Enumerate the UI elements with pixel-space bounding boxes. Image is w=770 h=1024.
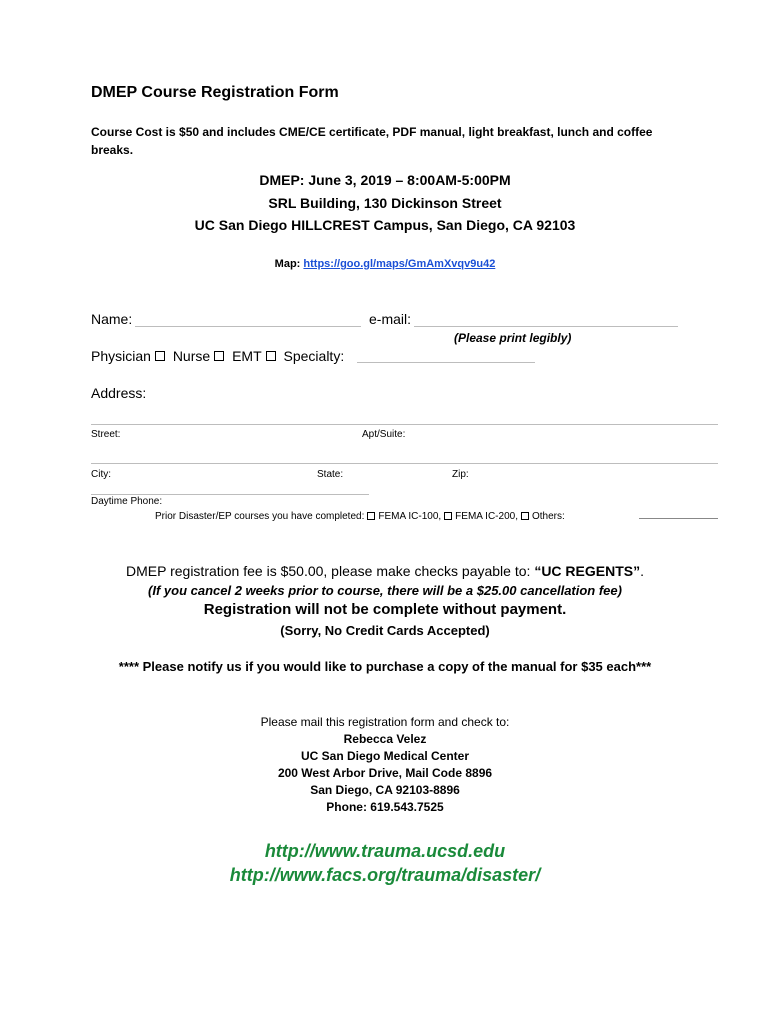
zip-label: Zip: — [452, 469, 469, 480]
course-cost-intro: Course Cost is $50 and includes CME/CE certificate, PDF manual, light breakfast, lunch and coffee breaks. — [91, 125, 653, 157]
print-legibly-note: (Please print legibly) — [454, 331, 572, 345]
emt-label: EMT — [232, 348, 262, 364]
apt-suite-label: Apt/Suite: — [362, 429, 406, 440]
cancellation-note: (If you cancel 2 weeks prior to course, there will be a $25.00 cancellation fee) — [148, 583, 622, 598]
physician-checkbox[interactable] — [155, 351, 165, 361]
page-title: DMEP Course Registration Form — [91, 84, 339, 101]
profession-row — [91, 348, 344, 364]
event-building: SRL Building, 130 Dickinson Street — [268, 195, 502, 211]
prior-courses-label: Prior Disaster/EP courses you have completed: — [155, 511, 365, 522]
map-line — [0, 258, 770, 270]
mail-city: San Diego, CA 92103-8896 — [310, 783, 460, 797]
address-label: Address: — [91, 385, 147, 401]
event-campus: UC San Diego HILLCREST Campus, San Diego, CA 92103 — [194, 217, 576, 233]
map-label: Map: — [274, 258, 301, 270]
fee-text: DMEP registration fee is $50.00, please make checks payable to: — [126, 563, 531, 579]
nurse-label: Nurse — [172, 348, 211, 364]
city-state-zip-field[interactable] — [91, 463, 718, 464]
fema-ic200-label: FEMA IC-200, — [455, 511, 518, 522]
specialty-field[interactable] — [357, 362, 535, 363]
state-label: State: — [317, 469, 344, 480]
mail-recipient: Rebecca Velez — [343, 732, 427, 746]
daytime-phone-label: Daytime Phone: — [91, 496, 163, 507]
trauma-ucsd-link[interactable]: http://www.trauma.ucsd.edu — [264, 841, 506, 861]
emt-checkbox[interactable] — [266, 351, 276, 361]
payee: “UC REGENTS” — [534, 563, 641, 579]
email-field[interactable] — [414, 326, 678, 327]
mail-phone: Phone: 619.543.7525 — [326, 800, 444, 814]
others-field[interactable] — [639, 518, 718, 519]
specialty-label: Specialty: — [283, 348, 345, 364]
fema-ic200-checkbox[interactable] — [444, 512, 452, 520]
street-field[interactable] — [91, 424, 718, 425]
facs-disaster-link[interactable]: http://www.facs.org/trauma/disaster/ — [229, 865, 541, 885]
mail-intro: Please mail this registration form and check to: — [260, 715, 510, 729]
city-label: City: — [91, 469, 111, 480]
mail-street: 200 West Arbor Drive, Mail Code 8896 — [277, 766, 493, 780]
physician-label: Physician — [91, 348, 151, 364]
prior-courses-row — [155, 511, 565, 522]
others-checkbox[interactable] — [521, 512, 529, 520]
no-credit-cards-note: (Sorry, No Credit Cards Accepted) — [280, 623, 490, 638]
fee-end: . — [640, 563, 644, 579]
nurse-checkbox[interactable] — [214, 351, 224, 361]
payment-required-note: Registration will not be complete without payment. — [203, 601, 567, 618]
fema-ic100-label: FEMA IC-100, — [378, 511, 442, 522]
street-label: Street: — [91, 429, 121, 440]
fee-line — [0, 563, 770, 579]
manual-purchase-note: **** Please notify us if you would like to purchase a copy of the manual for $35 each*** — [118, 659, 652, 674]
map-link[interactable]: https://goo.gl/maps/GmAmXvqv9u42 — [303, 258, 496, 270]
email-label: e-mail: — [369, 311, 412, 327]
event-date: DMEP: June 3, 2019 – 8:00AM-5:00PM — [259, 172, 511, 188]
mail-organization: UC San Diego Medical Center — [300, 749, 470, 763]
name-label: Name: — [91, 311, 133, 327]
fema-ic100-checkbox[interactable] — [367, 512, 375, 520]
others-label: Others: — [531, 511, 565, 522]
phone-field[interactable] — [91, 494, 369, 495]
name-field[interactable] — [135, 326, 361, 327]
